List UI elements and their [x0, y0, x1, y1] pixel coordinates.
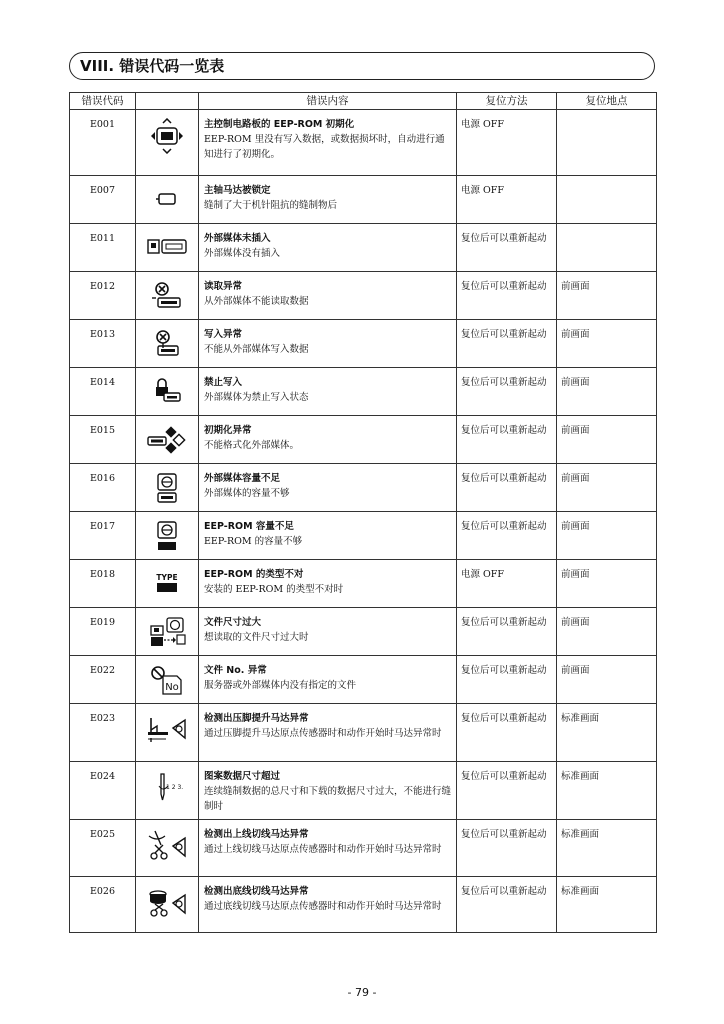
error-title: EEP-ROM 容量不足: [204, 521, 294, 532]
reset-method: 复位后可以重新起动: [457, 416, 557, 464]
header-content: 错误内容: [199, 93, 457, 110]
error-code: E018: [70, 560, 136, 608]
eeprom-type-label: TYPE: [156, 573, 178, 582]
eeprom-type-icon: [150, 573, 184, 602]
reset-location: 前画面: [557, 608, 657, 656]
pattern-size-icon: [147, 784, 187, 808]
table-row: [70, 704, 657, 762]
header-icon: [136, 93, 199, 110]
reset-method: 复位后可以重新起动: [457, 320, 557, 368]
reset-location: 前画面: [557, 416, 657, 464]
reset-method: 复位后可以重新起动: [457, 512, 557, 560]
file-size-icon: [145, 635, 189, 654]
error-title: 读取异常: [204, 281, 243, 292]
reset-method: 复位后可以重新起动: [457, 820, 557, 877]
error-text: 外部媒体的容量不够: [204, 488, 290, 499]
error-text: 外部媒体没有插入: [204, 248, 281, 259]
reset-location: [557, 176, 657, 224]
media-capacity-icon: [150, 491, 184, 510]
error-code: E017: [70, 512, 136, 560]
reset-location: 标准画面: [557, 820, 657, 877]
table-row: [70, 762, 657, 820]
table-row: [70, 110, 657, 176]
table-row: [70, 368, 657, 416]
table-row: [70, 176, 657, 224]
error-title: 主轴马达被锁定: [204, 185, 271, 196]
control-board-icon: [150, 139, 184, 158]
error-text: 外部媒体为禁止写入状态: [204, 392, 309, 403]
error-code: E007: [70, 176, 136, 224]
error-title: 主控制电路板的 EEP-ROM 初期化: [204, 119, 355, 130]
reset-method: 电源 OFF: [457, 176, 557, 224]
motor-lock-icon: [150, 199, 184, 218]
table-row: [70, 224, 657, 272]
table-row: [70, 608, 657, 656]
error-text: 通过上线切线马达原点传感器时和动作开始时马达异常时: [204, 844, 442, 855]
reset-method: 电源 OFF: [457, 110, 557, 176]
reset-method: 复位后可以重新起动: [457, 608, 557, 656]
error-title: 外部媒体未插入: [204, 233, 271, 244]
error-code: E022: [70, 656, 136, 704]
reset-location: 标准画面: [557, 877, 657, 933]
reset-method: 复位后可以重新起动: [457, 368, 557, 416]
reset-location: [557, 224, 657, 272]
reset-location: 前画面: [557, 464, 657, 512]
error-title: 检测出上线切线马达异常: [204, 829, 309, 840]
error-code: E026: [70, 877, 136, 933]
reset-location: 前画面: [557, 560, 657, 608]
error-code: E023: [70, 704, 136, 762]
reset-method: 复位后可以重新起动: [457, 704, 557, 762]
section-title: VIII. 错误代码一览表: [69, 52, 655, 80]
reset-location: 标准画面: [557, 704, 657, 762]
error-code: E015: [70, 416, 136, 464]
error-code: E019: [70, 608, 136, 656]
eeprom-capacity-icon: [150, 539, 184, 558]
error-title: 外部媒体容量不足: [204, 473, 281, 484]
reset-location: 标准画面: [557, 762, 657, 820]
error-title: 写入异常: [204, 329, 243, 340]
error-code: E025: [70, 820, 136, 877]
error-code: E013: [70, 320, 136, 368]
error-text: 不能格式化外部媒体。: [204, 440, 300, 451]
error-text: 不能从外部媒体写入数据: [204, 344, 309, 355]
lower-thread-trimmer-icon: [145, 906, 189, 925]
reset-method: 复位后可以重新起动: [457, 224, 557, 272]
error-code: E014: [70, 368, 136, 416]
error-text: 通过底线切线马达原点传感器时和动作开始时马达异常时: [204, 901, 442, 912]
reset-location: 前画面: [557, 512, 657, 560]
write-protect-icon: [150, 391, 184, 410]
reset-location: [557, 110, 657, 176]
pattern-size-label: 1 2 3.: [166, 784, 184, 791]
error-title: 检测出底线切线马达异常: [204, 886, 309, 897]
file-number-icon: [149, 681, 185, 700]
error-code: E016: [70, 464, 136, 512]
error-text: 连续缝制数据的总尺寸和下载的数据尺寸过大，不能进行缝制时: [204, 786, 452, 812]
reset-location: 前画面: [557, 272, 657, 320]
read-error-icon: [150, 297, 184, 316]
error-title: 检测出压脚提升马达异常: [204, 713, 309, 724]
upper-thread-trimmer-icon: [145, 849, 189, 868]
write-error-icon: [150, 345, 184, 364]
table-row: [70, 877, 657, 933]
header-reset-method: 复位方法: [457, 93, 557, 110]
error-code-table: [69, 92, 657, 933]
header-code: 错误代码: [70, 93, 136, 110]
error-code: E012: [70, 272, 136, 320]
error-code: E011: [70, 224, 136, 272]
table-row: [70, 656, 657, 704]
table-row: [70, 320, 657, 368]
reset-location: 前画面: [557, 368, 657, 416]
error-title: 文件 No. 异常: [204, 665, 267, 676]
error-title: 初期化异常: [204, 425, 252, 436]
table-row: [70, 820, 657, 877]
table-row: [70, 272, 657, 320]
table-header-row: [70, 93, 657, 110]
table-row: [70, 512, 657, 560]
error-code: E024: [70, 762, 136, 820]
error-text: 通过压脚提升马达原点传感器时和动作开始时马达异常时: [204, 728, 442, 739]
reset-method: 电源 OFF: [457, 560, 557, 608]
error-title: 图案数据尺寸超过: [204, 771, 281, 782]
reset-location: 前画面: [557, 320, 657, 368]
reset-method: 复位后可以重新起动: [457, 464, 557, 512]
reset-method: 复位后可以重新起动: [457, 272, 557, 320]
table-row: [70, 560, 657, 608]
table-row: [70, 416, 657, 464]
header-reset-location: 复位地点: [557, 93, 657, 110]
format-error-icon: [145, 441, 189, 460]
error-text: 服务器或外部媒体内没有指定的文件: [204, 680, 357, 691]
error-text: EEP-ROM 的容量不够: [204, 536, 303, 547]
presser-motor-icon: [145, 731, 189, 750]
page-number: - 79 -: [347, 986, 377, 999]
error-text: 缝制了大于机针阻抗的缝制物后: [204, 200, 338, 211]
reset-method: 复位后可以重新起动: [457, 762, 557, 820]
reset-location: 前画面: [557, 656, 657, 704]
error-title: EEP-ROM 的类型不对: [204, 569, 304, 580]
error-text: 安装的 EEP-ROM 的类型不对时: [204, 584, 344, 595]
error-title: 文件尺寸过大: [204, 617, 262, 628]
error-text: EEP-ROM 里没有写入数据，或数据损坏时，自动进行通知进行了初期化。: [204, 134, 445, 160]
error-code: E001: [70, 110, 136, 176]
reset-method: 复位后可以重新起动: [457, 877, 557, 933]
error-title: 禁止写入: [204, 377, 243, 388]
error-text: 想读取的文件尺寸过大时: [204, 632, 309, 643]
reset-method: 复位后可以重新起动: [457, 656, 557, 704]
table-row: [70, 464, 657, 512]
error-text: 从外部媒体不能读取数据: [204, 296, 309, 307]
media-not-inserted-icon: [145, 247, 189, 266]
file-no-label: No: [165, 682, 179, 693]
